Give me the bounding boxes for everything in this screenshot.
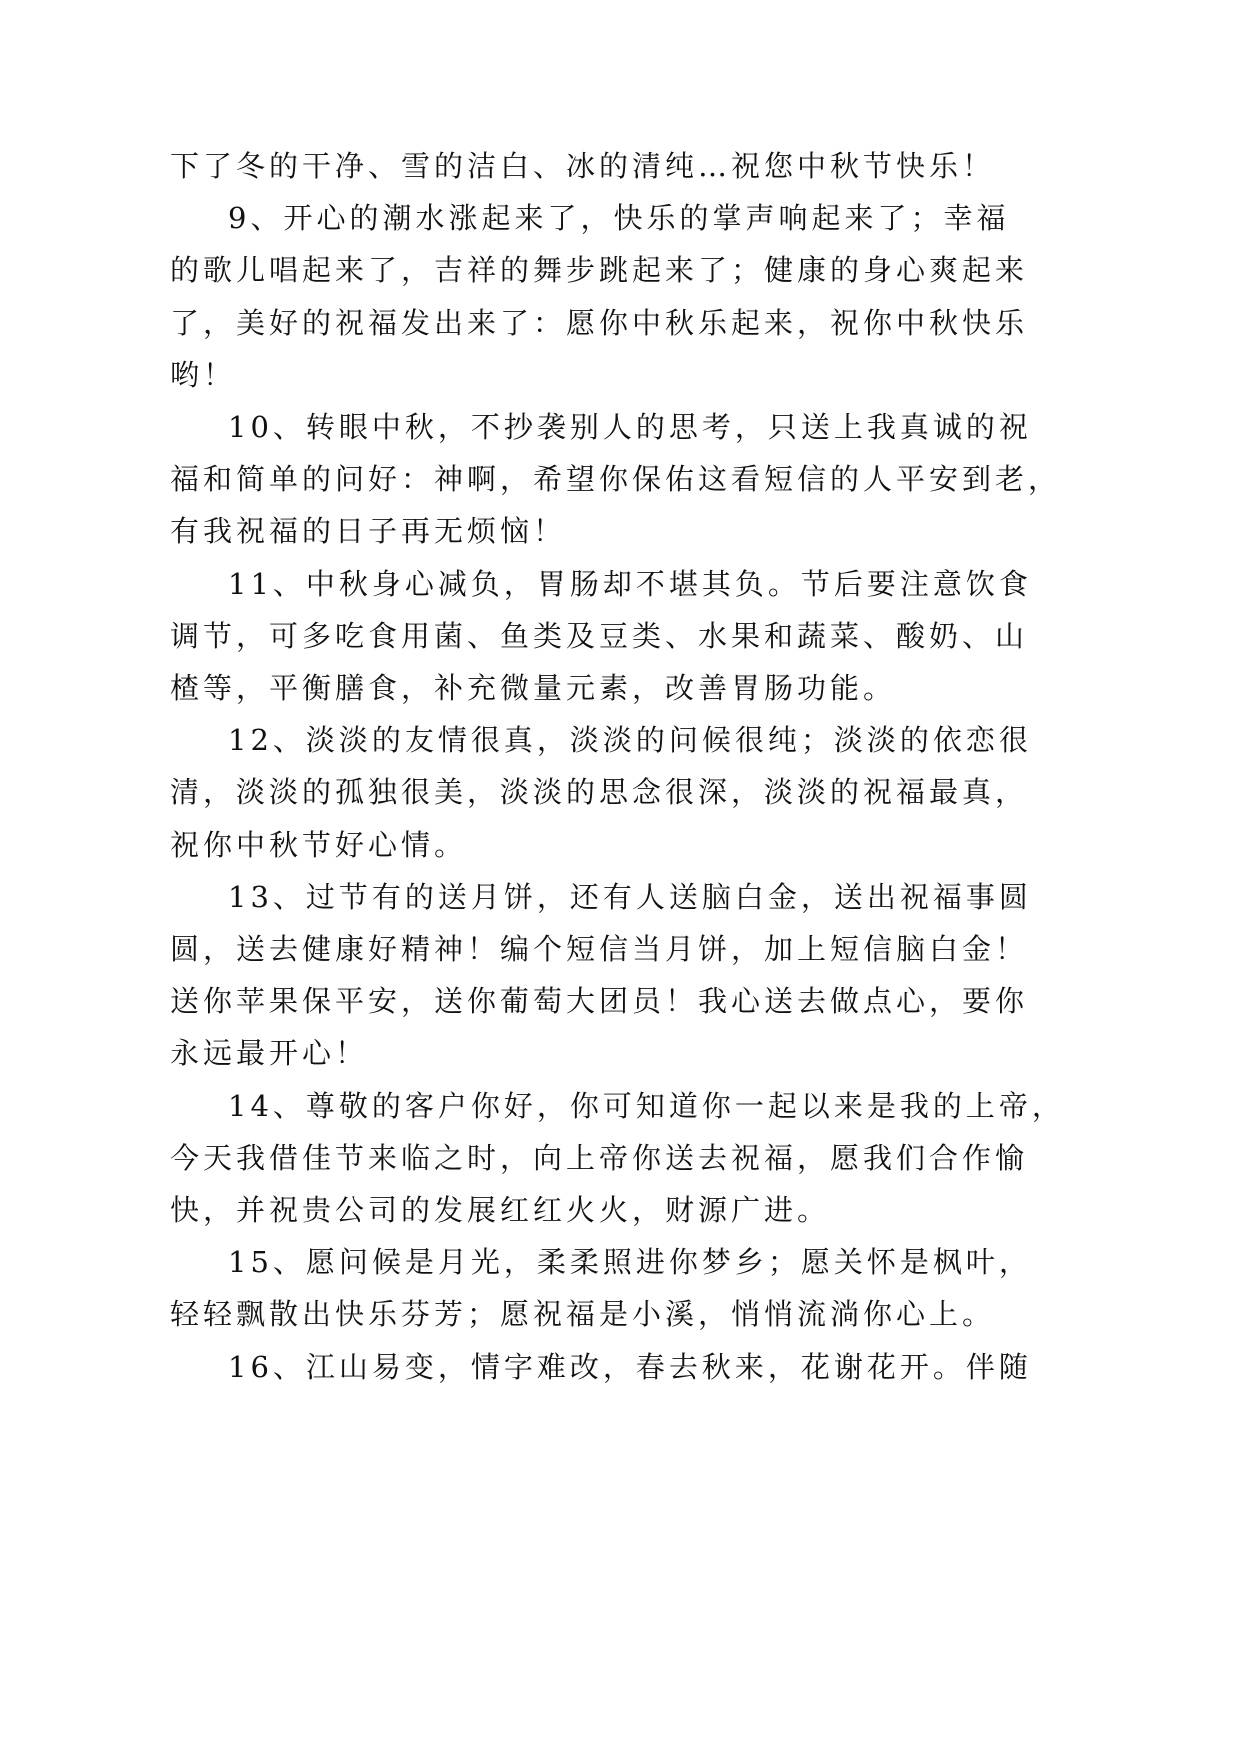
text-line: 轻轻飘散出快乐芬芳；愿祝福是小溪，悄悄流淌你心上。 <box>170 1297 996 1332</box>
text-line: 有我祝福的日子再无烦恼！ <box>170 514 567 549</box>
text-line: 楂等，平衡膳食，补充微量元素，改善胃肠功能。 <box>170 671 897 706</box>
text-line: 祝你中秋节好心情。 <box>170 827 468 862</box>
text-line: 10、转眼中秋，不抄袭别人的思考，只送上我真诚的祝 <box>228 410 1032 445</box>
text-line: 下了冬的干净、雪的洁白、冰的清纯…祝您中秋节快乐！ <box>170 149 996 183</box>
text-line: 快，并祝贵公司的发展红红火火，财源广进。 <box>170 1193 831 1228</box>
text-line: 永远最开心！ <box>170 1036 369 1071</box>
text-line: 调节，可多吃食用菌、鱼类及豆类、水果和蔬菜、酸奶、山 <box>170 618 1029 653</box>
text-line: 11、中秋身心减负，胃肠却不堪其负。节后要注意饮食 <box>228 566 1032 601</box>
text-line: 12、淡淡的友情很真，淡淡的问候很纯；淡淡的依恋很 <box>228 723 1032 758</box>
text-line: 哟！ <box>170 357 237 392</box>
document-body <box>170 140 1065 1393</box>
text-line: 福和简单的问好：神啊，希望你保佑这看短信的人平安到老， <box>170 462 1062 497</box>
text-line: 9、开心的潮水涨起来了，快乐的掌声响起来了；幸福 <box>228 201 1010 236</box>
text-line: 的歌儿唱起来了，吉祥的舞步跳起来了；健康的身心爽起来 <box>170 253 1029 288</box>
text-line: 清，淡淡的孤独很美，淡淡的思念很深，淡淡的祝福最真， <box>170 775 1029 810</box>
text-line: 圆，送去健康好精神！编个短信当月饼，加上短信脑白金！ <box>170 932 1029 967</box>
text-line: 15、愿问候是月光，柔柔照进你梦乡；愿关怀是枫叶， <box>228 1245 1032 1280</box>
text-line: 了，美好的祝福发出来了：愿你中秋乐起来，祝你中秋快乐 <box>170 305 1029 340</box>
text-line: 13、过节有的送月饼，还有人送脑白金，送出祝福事圆 <box>228 879 1032 914</box>
text-line: 送你苹果保平安，送你葡萄大团员！我心送去做点心，要你 <box>170 984 1029 1019</box>
text-line: 今天我借佳节来临之时，向上帝你送去祝福，愿我们合作愉 <box>170 1140 1029 1175</box>
text-line: 16、江山易变，情字难改，春去秋来，花谢花开。伴随 <box>228 1349 1032 1384</box>
text-line: 14、尊敬的客户你好，你可知道你一起以来是我的上帝， <box>228 1088 1065 1123</box>
